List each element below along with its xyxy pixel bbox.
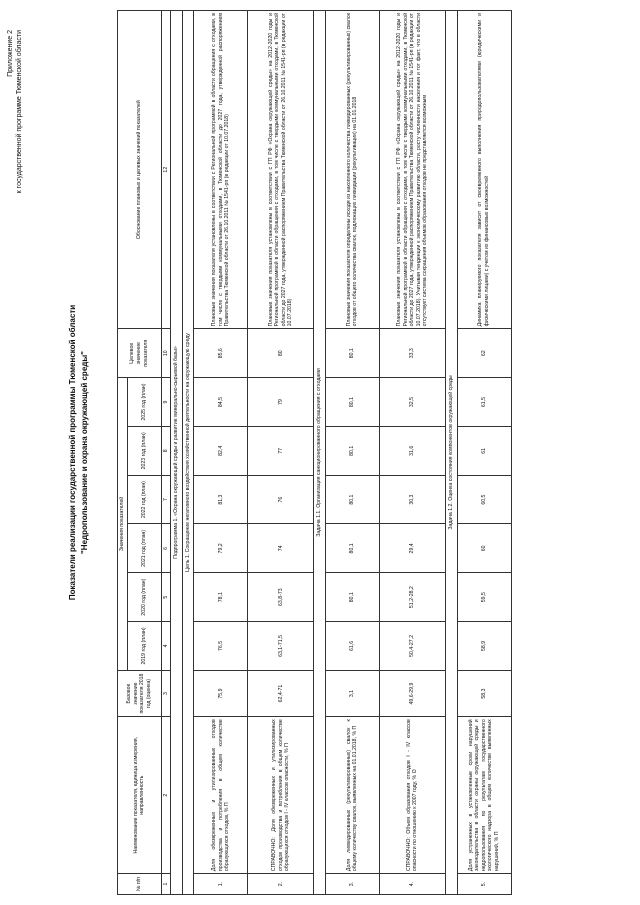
column-numbers-row [161,11,171,895]
row-value: 76,5 [194,622,248,671]
header-year: 2019 год (план) [127,622,161,671]
page-subtitle: "Недропользование и охрана окружающей среды" [80,351,89,554]
col-number: 5 [161,573,171,622]
header-name: Наименование показателя, единица измерения, направленность [118,717,162,874]
row-name: Доля устраненных в установленные сроки нарушений законодательства в области охраны окружающей среды и недропользования по результатам государственного экологического надзора в общем количестве выявленных нарушений, % П [457,717,511,874]
page-title: Показатели реализации государственной программы Тюменской области [68,304,77,601]
row-num: 1. [194,874,248,895]
header-num: № п/п [118,874,162,895]
row-value: 82,4 [194,426,248,475]
row-value: 58,9 [457,622,511,671]
row-value: 80,1 [325,475,379,524]
row-target: 85,6 [194,329,248,378]
col-number: 2 [161,717,171,874]
row-value: 60,5 [457,475,511,524]
row-value: 74 [248,524,314,573]
col-number: 8 [161,426,171,475]
col-number: 6 [161,524,171,573]
row-value: 80,1 [325,524,379,573]
appendix-header [6,30,24,193]
row-value: 84,5 [194,378,248,427]
row-justification: Плановые значения показателя определены исходя из накопленного количества ликвидированных (рекультивированных) свалок отходов от общего количества свалок, подлежащих ликвидации (рекультивации) на 01.01.2018 [325,11,379,329]
row-base: 3,1 [325,670,379,716]
header-year: 2022 год (план) [127,475,161,524]
header-values-group: Значения показателей [118,378,128,671]
row-value: 77 [248,426,314,475]
header-base: Базовое значение показателя 2018 год (оценка) [118,670,162,716]
row-value: 32,5 [379,378,445,427]
row-value: 80,1 [325,573,379,622]
row-value: 29,4 [379,524,445,573]
row-num: 2. [248,874,314,895]
row-num: 4. [379,874,445,895]
row-base: 62,4-71 [248,670,314,716]
table-row [194,11,248,895]
indicators-table [117,10,512,895]
subprogram-row: Подпрограмма 1. «Охрана окружающей среды и развитие минерально-сырьевой базы» [171,11,183,895]
row-value: 31,6 [379,426,445,475]
row-value: 79 [248,378,314,427]
row-value: 63,1-71,5 [248,622,314,671]
row-value: 81,3 [194,475,248,524]
row-value: 30,3 [379,475,445,524]
row-base: 58,3 [457,670,511,716]
row-name: СПРАВОЧНО: Объем образования отходов I - IV классов опасности по отношению к 2007 году, % О [379,717,445,874]
col-number: 12 [161,11,171,329]
row-value: 63,8-73 [248,573,314,622]
row-value: 61,6 [325,622,379,671]
row-num: 3. [325,874,379,895]
row-target: 80,1 [325,329,379,378]
appendix-note: к государственной программе Тюменской области [16,30,23,194]
row-value: 61 [457,426,511,475]
header-target: Целевое значение показателя [118,329,162,378]
row-value: 60 [457,524,511,573]
row-num: 5. [457,874,511,895]
table-row [325,11,379,895]
header-year: 2021 год (план) [127,524,161,573]
row-value: 50,4-27,2 [379,622,445,671]
row-value: 51,2-28,2 [379,573,445,622]
row-target: 33,3 [379,329,445,378]
row-justification: Динамика планируемого показателя зависит от своевременного выполнения природопользователями (юридическими и физическими лицами) с учетом их финансовых возможностей [457,11,511,329]
header-justification: Обоснование плановых и целевых значений показателей [118,11,162,329]
row-justification: Плановые значения показателя установлены в соответствии с ГП РФ «Охрана окружающей среды» на 2012-2020 годы и Региональной программой в области обращения с отходами, в том числе с твердыми коммунальными отходами, в Тюменской области до 2027 года, утвержденной распоряжением Правительства Тюменской области от 26.10.2011 № 1541-рп (в редакции от 10.07.2018). Учитывая тенденции к экономическому развитию области, росту численности населения и тот факт, что в области отсутствует система сокращения объемов образования отходов не представляется возможным [379,11,445,329]
row-target: 80 [248,329,314,378]
appendix-label: Приложение 2 [7,30,14,77]
row-target: 62 [457,329,511,378]
row-justification: Плановые значения показателя установлены в соответствии с Региональной программой в области обращения с отходами, в том числе с твердыми коммунальными отходами, в Тюменской области до 2027 года, утвержденной распоряжением Правительства Тюменской области от 26.10.2011 № 1541-рп (в редакции от 10.07.2018) [194,11,248,329]
row-value: 76 [248,475,314,524]
row-value: 79,2 [194,524,248,573]
task-row: Задача 1.1. Организация санкционированного обращения с отходами [314,11,326,895]
table-row [379,11,445,895]
header-year: 2020 год (план) [127,573,161,622]
col-number: 9 [161,378,171,427]
row-name: СПРАВОЧНО: Доля обезвреженных и утилизированных отходов производства и потребления в общем количестве образующихся отходов I - IV классов опасности, % П [248,717,314,874]
row-value: 59,5 [457,573,511,622]
col-number: 4 [161,622,171,671]
table-row [457,11,511,895]
row-base: 75,9 [194,670,248,716]
table-row [248,11,314,895]
row-value: 61,5 [457,378,511,427]
task-row: Задача 1.2. Оценка состояния компонентов окружающей среды [445,11,457,895]
row-name: Доля ликвидированных (рекультивированных) свалок к общему количеству свалок, выявленных на 01.01.2018, % П [325,717,379,874]
col-number: 1 [161,874,171,895]
col-number: 7 [161,475,171,524]
col-number: 10 [161,329,171,378]
col-number: 3 [161,670,171,716]
header-year: 2025 год (план) [127,378,161,427]
row-value: 80,1 [325,426,379,475]
row-base: 49,6-29,9 [379,670,445,716]
row-value: 80,1 [325,378,379,427]
row-justification: Плановые значения показателя установлены в соответствии с ГП РФ «Охрана окружающей среды» на 2012-2020 годы и Региональной программой в области обращения с отходами, в том числе с твердыми коммунальными отходами, в Тюменской области до 2027 года, утвержденной распоряжением Правительства Тюменской области от 26.10.2011 № 1541-рп (в редакции от 10.07.2018) [248,11,314,329]
goal-row: Цель 1. Сокращение негативного воздействия хозяйственной деятельности на окружающую среду [182,11,194,895]
row-value: 78,1 [194,573,248,622]
row-name: Доля обезвреженных и утилизированных отходов производства и потребления в общем количестве образующихся отходов, % П [194,717,248,874]
header-year: 2023 год (план) [127,426,161,475]
